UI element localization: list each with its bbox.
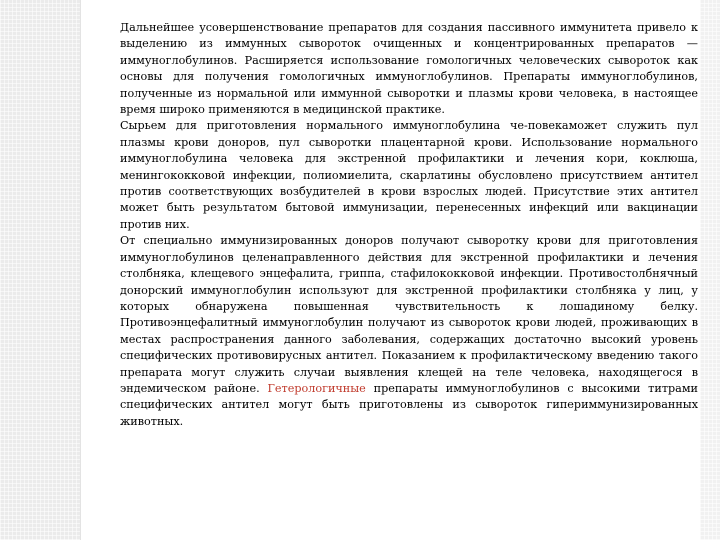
paragraph-text-before: От специально иммунизированных доноров получают сыворотку крови для приготовления иммуноглобулинов целенаправленного действия для экстренной профилактики и лечения столбняка, клещевого энцефалита, гриппа, стафилококковой инфекции. Противостолбнячный донорский иммуноглобулин используют для экстренной профилактики столбняка у лиц, у которых обнаружена повышенная чувствительность к лошадиному белку. Противоэнцефалитный иммуноглобулин получают из сывороток крови людей, проживающих в местах распространения данного заболевания, содержащих достаточно высокий уровень специфических противовирусных антител. Показанием к профилактическому введению такого препарата могут служить случаи выявления клещей на теле человека, находящегося в эндемическом районе. xyxy=(120,234,698,395)
text-body xyxy=(120,20,698,430)
paragraph-text-after: препараты иммуноглобулинов с высокими титрами специфических антител могут быть приготовлены из сывороток гипериммунизированных животных. xyxy=(120,381,699,428)
paragraph-normal-immunoglobulin: Сырьем для приготовления нормального иммуноглобулина че-повекаможет служить пул плазмы крови доноров, пул сыворотки плацентарной крови. Использование нормального иммуноглобулина человека для экстренной профилактики и лечения кори, коклюша, менингококковой инфекции, полиомиелита, скарлатины обусловлено присутствием антител против соответствующих возбудителей в крови взрослых людей. Присутствие этих антител может быть результатом бытовой иммунизации, перенесенных инфекций или вакцинации против них. xyxy=(120,119,698,231)
paragraph-targeted-immunoglobulin xyxy=(120,233,698,430)
decorative-left-pattern xyxy=(0,0,80,540)
heterologous-term: Гетерологичные xyxy=(267,381,366,395)
divider-line xyxy=(80,0,81,540)
paragraph-passive-immunity: Дальнейшее усовершенствование препаратов для создания пассивного иммунитета привело к выделению из иммунных сывороток очищенных и концентрированных препаратов — иммуноглобулинов. Расширяется использование гомологичных человеческих сывороток как основы для получения гомологичных иммуноглобулинов. Препараты иммуноглобулинов, полученные из нормальной или иммунной сыворотки и плазмы крови человека, в настоящее время широко применяются в медицинской практике. xyxy=(120,21,698,117)
decorative-right-pattern xyxy=(700,0,720,540)
